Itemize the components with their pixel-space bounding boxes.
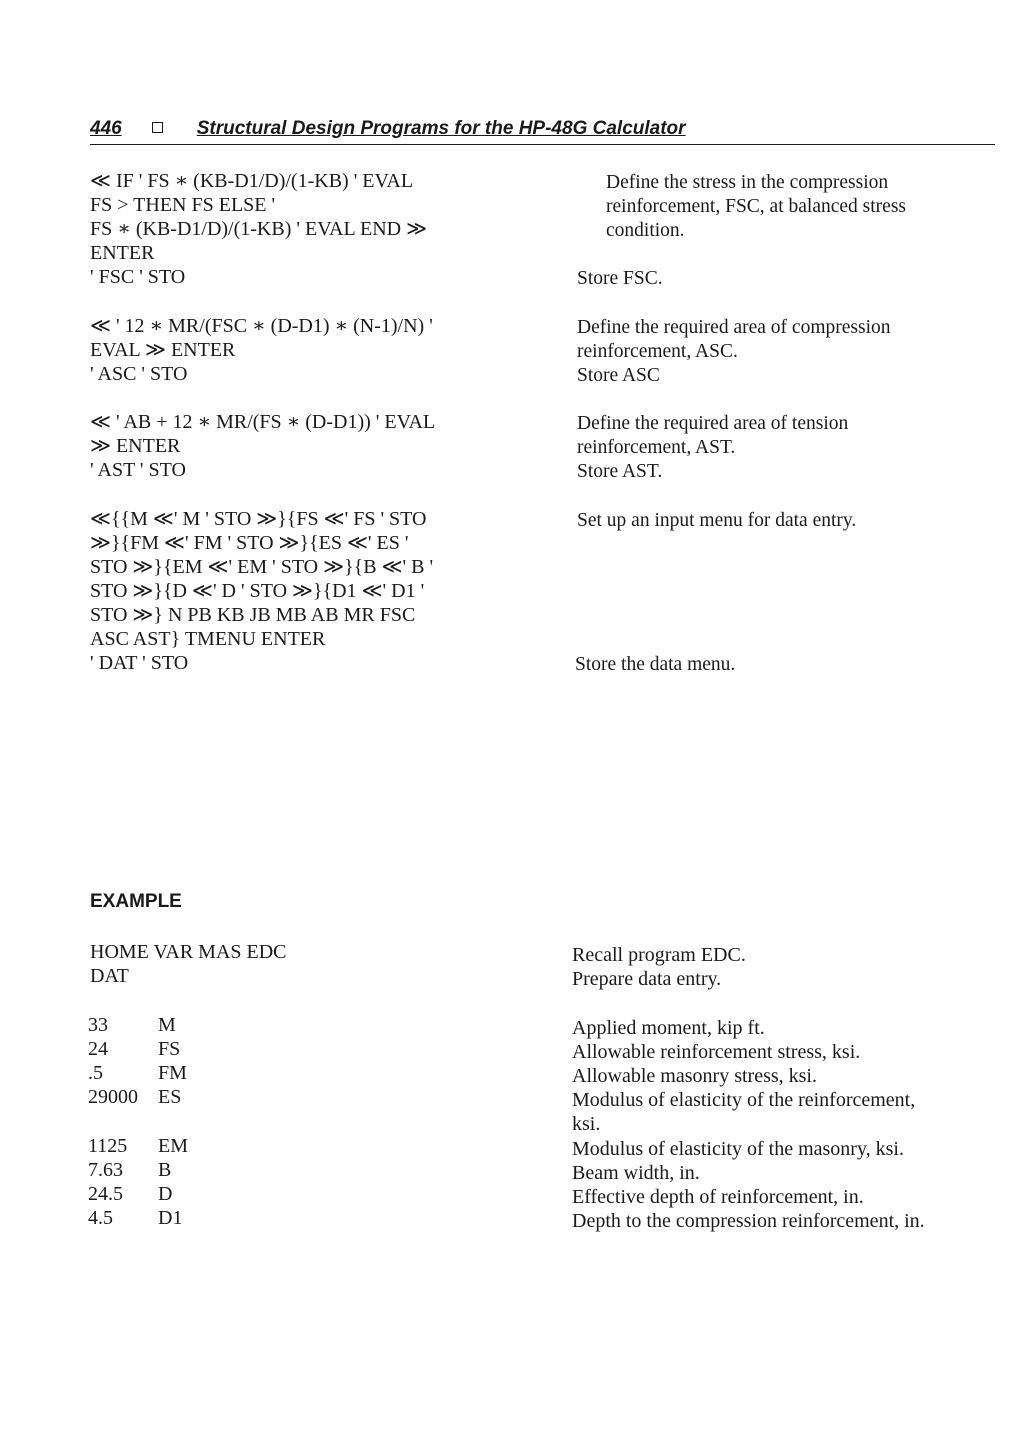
example-command-description: Prepare data entry. <box>572 968 722 990</box>
input-label: D <box>158 1183 173 1205</box>
square-bullet-icon <box>152 122 163 133</box>
code-line: ENTER <box>90 242 155 264</box>
input-description-continuation: ksi. <box>572 1113 601 1135</box>
example-command-line: HOME VAR MAS EDC <box>90 941 287 963</box>
code-line: STO ≫}{EM ≪' EM ' STO ≫}{B ≪' B ' <box>90 556 434 578</box>
input-value: 29000 <box>88 1086 138 1108</box>
code-line: ASC AST} TMENU ENTER <box>90 628 326 650</box>
input-value: 1125 <box>88 1135 128 1157</box>
description-line: Store AST. <box>577 461 663 482</box>
input-description: Applied moment, kip ft. <box>572 1017 765 1039</box>
input-description: Beam width, in. <box>572 1162 700 1184</box>
code-line: ' AST ' STO <box>90 459 186 481</box>
code-line: STO ≫} N PB KB JB MB AB MR FSC <box>90 604 416 626</box>
code-line: ' FSC ' STO <box>90 266 186 288</box>
input-value: 33 <box>88 1014 108 1036</box>
description-line: reinforcement, ASC. <box>577 341 738 362</box>
code-line: ' ASC ' STO <box>90 363 188 385</box>
input-description: Modulus of elasticity of the masonry, ksi. <box>572 1138 904 1160</box>
description-line: Store FSC. <box>577 268 663 289</box>
description-line: Define the stress in the compression <box>606 172 889 193</box>
example-command-line: DAT <box>90 965 129 987</box>
description-line: Store ASC <box>577 365 660 386</box>
input-value: 7.63 <box>88 1159 123 1181</box>
code-line: ≫ ENTER <box>90 435 181 457</box>
code-line: FS > THEN FS ELSE ' <box>90 194 276 216</box>
input-label: D1 <box>158 1207 183 1229</box>
code-line: ≪{{M ≪' M ' STO ≫}{FS ≪' FS ' STO <box>90 508 427 530</box>
code-line: ≪ ' AB + 12 ∗ MR/(FS ∗ (D-D1)) ' EVAL <box>90 411 436 433</box>
description-line: reinforcement, AST. <box>577 437 736 458</box>
input-description: Depth to the compression reinforcement, in. <box>572 1210 925 1232</box>
description-line: reinforcement, FSC, at balanced stress <box>606 196 906 217</box>
description-line: Define the required area of tension <box>577 413 849 434</box>
input-description: Effective depth of reinforcement, in. <box>572 1186 864 1208</box>
input-label: M <box>158 1014 176 1036</box>
input-label: FM <box>158 1062 187 1084</box>
input-label: EM <box>158 1135 188 1157</box>
description-line: Define the required area of compression <box>577 317 891 338</box>
code-line: FS ∗ (KB-D1/D)/(1-KB) ' EVAL END ≫ <box>90 218 428 240</box>
input-label: FS <box>158 1038 181 1060</box>
code-line: ≪ ' 12 ∗ MR/(FSC ∗ (D-D1) ∗ (N-1)/N) ' <box>90 315 433 337</box>
running-header <box>90 118 995 145</box>
input-description: Allowable reinforcement stress, ksi. <box>572 1041 861 1063</box>
description-line: condition. <box>606 220 685 241</box>
input-label: B <box>158 1159 172 1181</box>
input-value: .5 <box>88 1062 103 1084</box>
book-title: Structural Design Programs for the HP-48G Calculator <box>196 118 686 139</box>
description-line: Store the data menu. <box>575 654 736 675</box>
code-line: ≫}{FM ≪' FM ' STO ≫}{ES ≪' ES ' <box>90 532 409 554</box>
code-line: EVAL ≫ ENTER <box>90 339 236 361</box>
example-command-description: Recall program EDC. <box>572 944 746 966</box>
input-value: 24.5 <box>88 1183 123 1205</box>
code-line: ≪ IF ' FS ∗ (KB-D1/D)/(1-KB) ' EVAL <box>90 170 414 192</box>
input-value: 4.5 <box>88 1207 113 1229</box>
code-line: STO ≫}{D ≪' D ' STO ≫}{D1 ≪' D1 ' <box>90 580 425 602</box>
code-line: ' DAT ' STO <box>90 652 189 674</box>
input-label: ES <box>158 1086 182 1108</box>
input-description: Allowable masonry stress, ksi. <box>572 1065 817 1087</box>
page-number: 446 <box>90 118 122 139</box>
input-value: 24 <box>88 1038 108 1060</box>
example-heading: EXAMPLE <box>90 891 182 912</box>
input-description: Modulus of elasticity of the reinforcement, <box>572 1089 916 1111</box>
description-line: Set up an input menu for data entry. <box>577 510 857 531</box>
